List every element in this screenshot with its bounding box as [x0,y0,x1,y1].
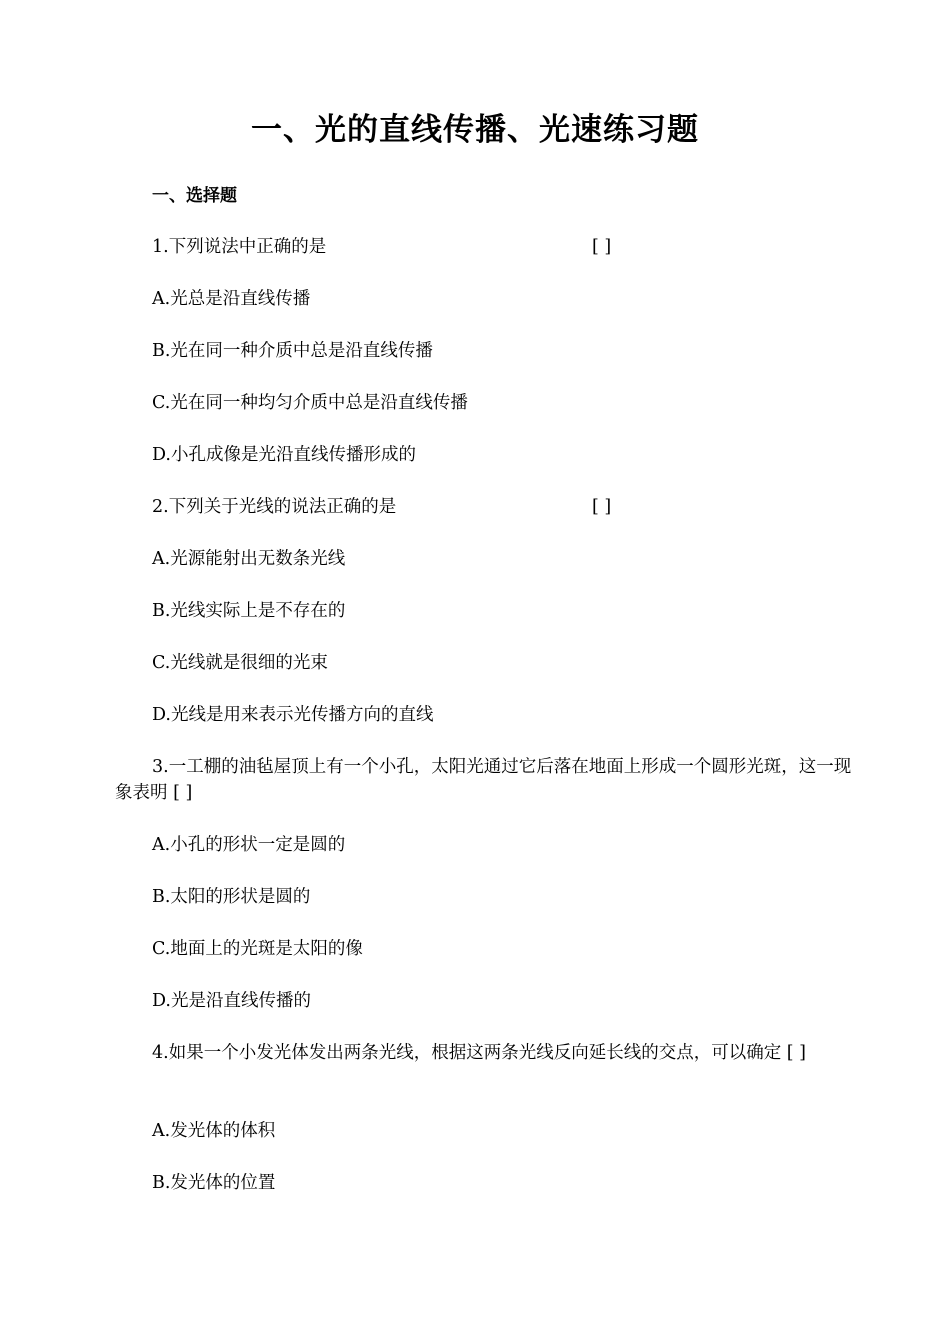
question-2-option-b: B.光线实际上是不存在的 [152,601,346,621]
question-1-option-a: A.光总是沿直线传播 [152,289,311,309]
question-3-option-c: C.地面上的光斑是太阳的像 [152,939,363,959]
question-2-answer-bracket: [ ] [592,497,612,517]
page-title: 一、光的直线传播、光速练习题 [251,112,699,148]
question-1-option-c: C.光在同一种均匀介质中总是沿直线传播 [152,393,468,413]
question-2-option-d: D.光线是用来表示光传播方向的直线 [152,705,434,725]
question-4-option-b: B.发光体的位置 [152,1173,276,1193]
question-1-option-b: B.光在同一种介质中总是沿直线传播 [152,341,433,361]
question-4-stem: 4.如果一个小发光体发出两条光线，根据这两条光线反向延长线的交点，可以确定 [ ] [152,1043,806,1063]
question-2-stem: 2.下列关于光线的说法正确的是 [152,497,397,517]
question-3-option-a: A.小孔的形状一定是圆的 [152,835,346,855]
question-3-option-b: B.太阳的形状是圆的 [152,887,311,907]
question-2-option-a: A.光源能射出无数条光线 [152,549,346,569]
question-1-stem: 1.下列说法中正确的是 [152,237,327,257]
question-2-option-c: C.光线就是很细的光束 [152,653,328,673]
question-1-answer-bracket: [ ] [592,237,612,257]
question-4-option-a: A.发光体的体积 [152,1121,276,1141]
question-1-option-d: D.小孔成像是光沿直线传播形成的 [152,445,416,465]
question-3-stem: 3.一工棚的油毡屋顶上有一个小孔，太阳光通过它后落在地面上形成一个圆形光斑，这一现象表明 [ ] [115,757,852,803]
question-3-option-d: D.光是沿直线传播的 [152,991,311,1011]
section-heading: 一、选择题 [152,186,237,206]
